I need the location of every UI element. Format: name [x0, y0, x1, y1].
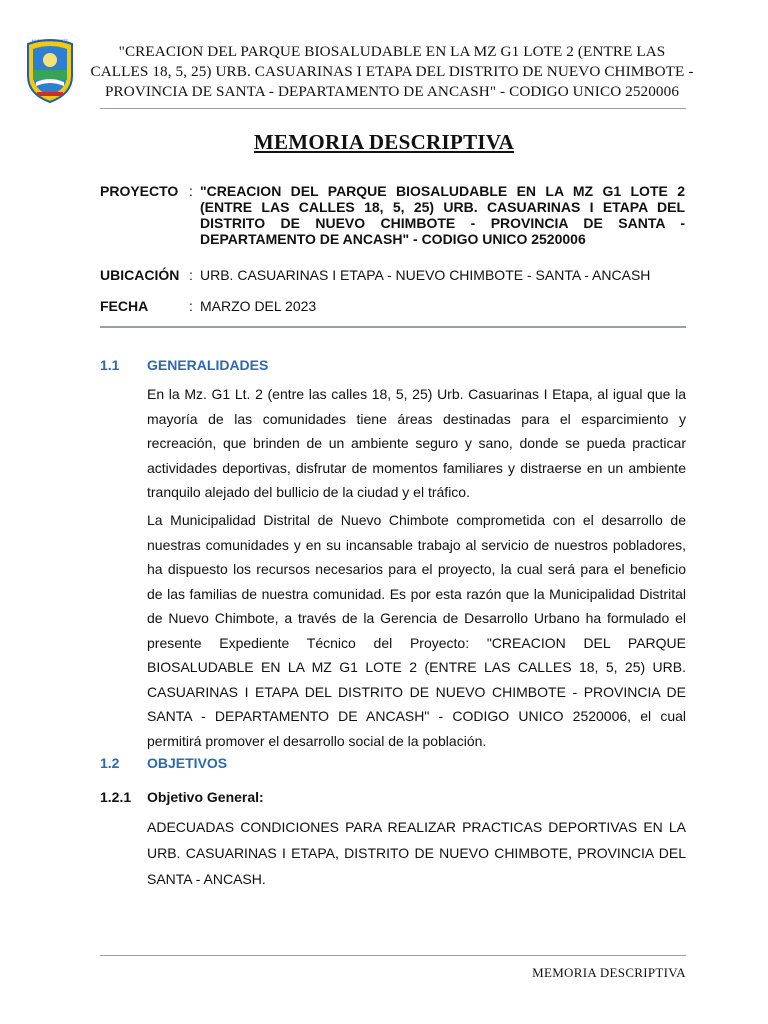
ubicacion-label: UBICACIÓN [100, 267, 180, 283]
page-title: MEMORIA DESCRIPTIVA [253, 130, 515, 154]
header-divider [100, 108, 686, 109]
objetivo-general-text: ADECUADAS CONDICIONES PARA REALIZAR PRACTICAS DEPORTIVAS EN LA URB. CASUARINAS I ETAPA, DISTRITO DE NUEVO CHIMBOTE, PROVINCIA DEL SANTA - ANCASH. [147, 819, 686, 887]
footer-label: MEMORIA DESCRIPTIVA [532, 965, 686, 980]
section-title-objetivos: OBJETIVOS [147, 755, 228, 771]
section-number: 1.1 [100, 357, 120, 373]
meta-divider [100, 326, 686, 328]
ubicacion-value: URB. CASUARINAS I ETAPA - NUEVO CHIMBOTE - SANTA - ANCASH [200, 267, 651, 283]
proyecto-value: "CREACION DEL PARQUE BIOSALUDABLE EN LA MZ G1 LOTE 2 (ENTRE LAS CALLES 18, 5, 25) URB. CASUARINAS I ETAPA DEL DISTRITO DE NUEVO CHIMBOTE - PROVINCIA DE SANTA - DEPARTAMENTO DE ANCASH" - CODIGO UNICO 2520006 [200, 183, 685, 247]
generalidades-paragraph-2: La Municipalidad Distrital de Nuevo Chimbote comprometida con el desarrollo de nuestras comunidades y en su incansable trabajo al servicio de nuestros pobladores, ha dispuesto los recursos necesarios para el proyecto, la cual será para el beneficio de las familias de nuestra comunidad. Es por esta razón que la Municipalidad Distrital de Nuevo Chimbote, a través de la Gerencia de Desarrollo Urbano ha formulado el presente Expediente Técnico del Proyecto: "CREACION DEL PARQUE BIOSALUDABLE EN LA MZ G1 LOTE 2 (ENTRE LAS CALLES 18, 5, 25) URB. CASUARINAS I ETAPA DEL DISTRITO DE NUEVO CHIMBOTE - PROVINCIA DE SANTA - DEPARTAMENTO DE ANCASH" - CODIGO UNICO 2520006, el cual permitirá promover el desarrollo social de la población. [147, 512, 686, 749]
svg-text:NUEVO CHIMBOTE: NUEVO CHIMBOTE [31, 38, 69, 43]
proyecto-label: PROYECTO [100, 183, 179, 199]
municipal-crest-icon [22, 36, 78, 104]
header-project-title: "CREACION DEL PARQUE BIOSALUDABLE EN LA MZ G1 LOTE 2 (ENTRE LAS CALLES 18, 5, 25) URB. CASUARINAS I ETAPA DEL DISTRITO DE NUEVO CHIMBOTE - PROVINCIA DE SANTA - DEPARTAMENTO DE ANCASH" - CODIGO UNICO 2520006 [90, 43, 694, 100]
fecha-value: MARZO DEL 2023 [200, 298, 317, 314]
proyecto-colon: : [189, 183, 193, 199]
generalidades-paragraph-1: En la Mz. G1 Lt. 2 (entre las calles 18, 5, 25) Urb. Casuarinas I Etapa, al igual que la mayoría de las comunidades tiene áreas destinadas para el esparcimiento y recreación, que brinden de un ambiente seguro y sano, donde se pueda practicar actividades deportivas, disfrutar de momentos familiares y distraerse en un ambiente tranquilo alejado del bullicio de la ciudad y el tráfico. [147, 386, 686, 500]
fecha-colon: : [189, 298, 193, 314]
fecha-label: FECHA [100, 298, 149, 314]
section-title-generalidades: GENERALIDADES [147, 357, 269, 373]
subsection-title-objetivo-general: Objetivo General: [147, 789, 264, 805]
section-number: 1.2 [100, 755, 120, 771]
subsection-number: 1.2.1 [100, 789, 132, 805]
ubicacion-colon: : [189, 267, 193, 283]
footer-divider [100, 955, 686, 956]
